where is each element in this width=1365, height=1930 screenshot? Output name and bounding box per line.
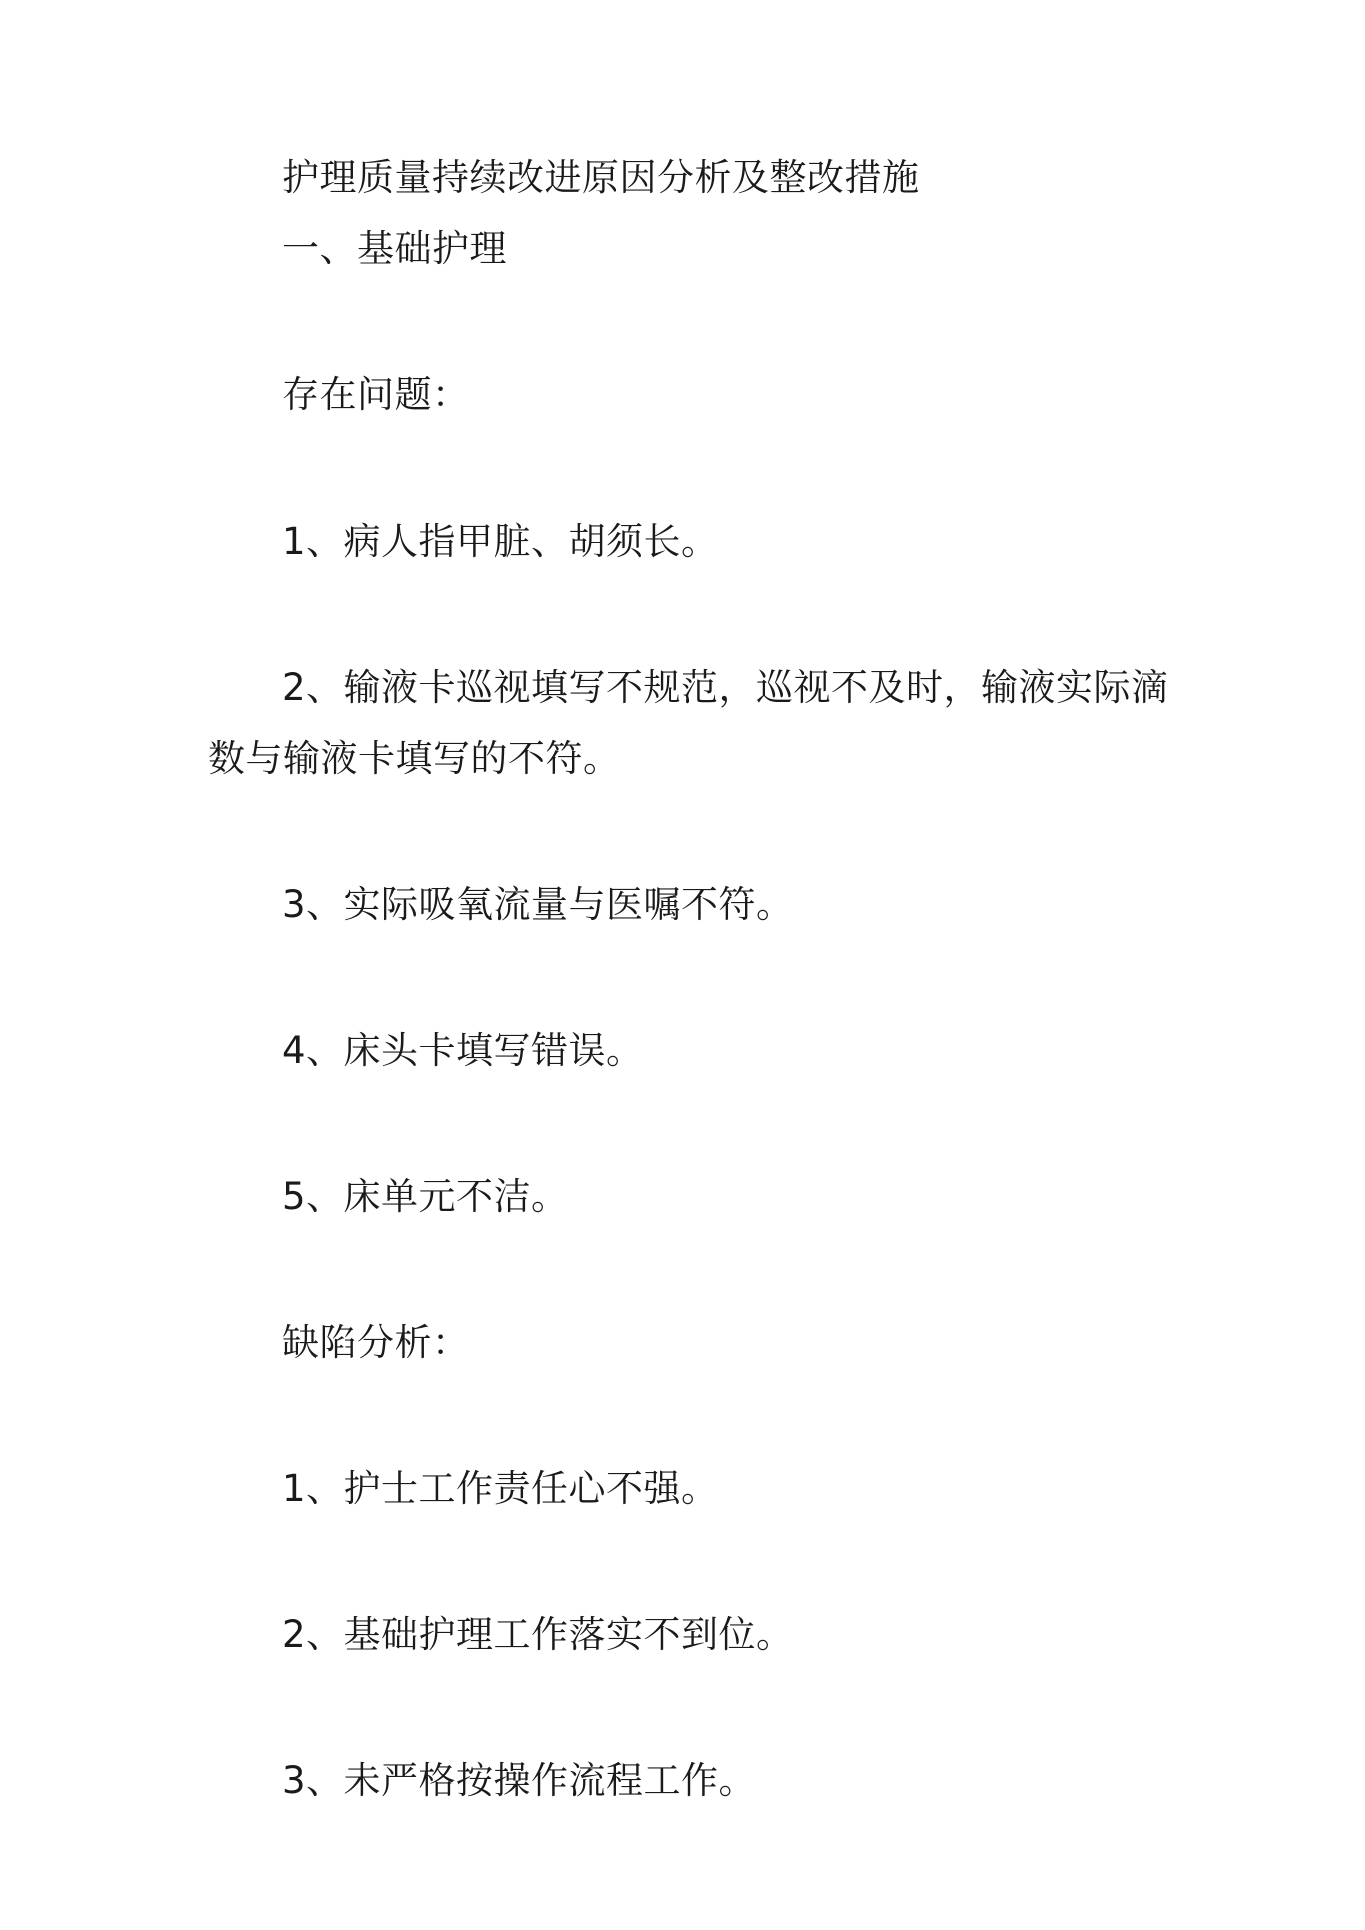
problem-item-4: 4、床头卡填写错误。 — [282, 1029, 644, 1072]
analysis-item-3: 3、未严格按操作流程工作。 — [282, 1759, 757, 1802]
problem-item-2-line-2: 数与输液卡填写的不符。 — [208, 737, 621, 780]
problem-item-2-line-1: 2、输液卡巡视填写不规范，巡视不及时，输液实际滴 — [282, 666, 1169, 709]
analysis-label: 缺陷分析： — [282, 1321, 470, 1364]
problem-item-1: 1、病人指甲脏、胡须长。 — [282, 520, 719, 563]
problem-item-5: 5、床单元不洁。 — [282, 1175, 569, 1218]
problem-item-3: 3、实际吸氧流量与医嘱不符。 — [282, 883, 794, 926]
analysis-item-1: 1、护士工作责任心不强。 — [282, 1467, 719, 1510]
problems-label: 存在问题： — [282, 373, 470, 416]
section-heading: 一、基础护理 — [282, 227, 507, 270]
analysis-item-2: 2、基础护理工作落实不到位。 — [282, 1613, 794, 1656]
document-title: 护理质量持续改进原因分析及整改措施 — [282, 156, 920, 199]
